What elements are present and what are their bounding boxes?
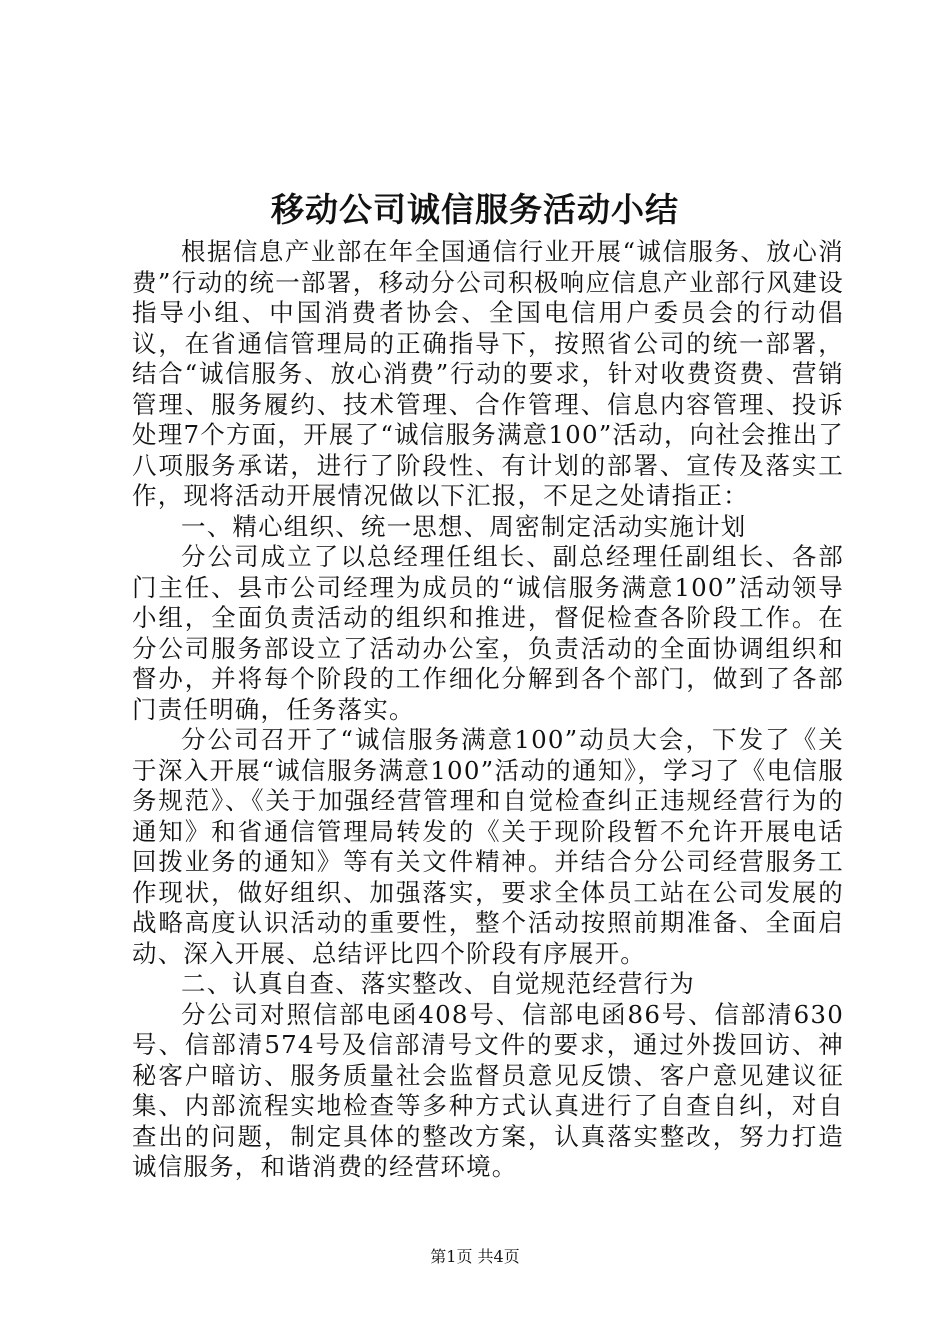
paragraph-self-inspection: 分公司对照信部电函408号、信部电函86号、信部清630号、信部清574号及信部清号文件的要求，通过外拨回访、神秘客户暗访、服务质量社会监督员意见反馈、客户意见建议征集、内部流程实地检查等多种方式认真进行了自查自纠，对自查出的问题，制定具体的整改方案，认真落实整改，努力打造诚信服务，和谐消费的经营环境。: [132, 999, 844, 1181]
page-indicator: 第1页 共4页: [430, 1247, 520, 1266]
section-heading-1: 一、精心组织、统一思想、周密制定活动实施计划: [181, 511, 747, 541]
document-body: [132, 237, 844, 1183]
section-heading-2: 二、认真自查、落实整改、自觉规范经营行为: [181, 969, 695, 998]
paragraph-intro: 根据信息产业部在年全国通信行业开展“诚信服务、放心消费”行动的统一部署，移动分公司积极响应信息产业部行风建设指导小组、中国消费者协会、全国电信用户委员会的行动倡议，在省通信管理局的正确指导下，按照省公司的统一部署，结合“诚信服务、放心消费”行动的要求，针对收费资费、营销管理、服务履约、技术管理、合作管理、信息内容管理、投诉处理7个方面，开展了“诚信服务满意100”活动，向社会推出了八项服务承诺，进行了阶段性、有计划的部署、宣传及落实工作，现将活动开展情况做以下汇报，不足之处请指正：: [132, 237, 844, 510]
document-title: 移动公司诚信服务活动小结: [271, 190, 679, 229]
paragraph-mobilization: 分公司召开了“诚信服务满意100”动员大会，下发了《关于深入开展“诚信服务满意100”活动的通知》，学习了《电信服务规范》、《关于加强经营管理和自觉检查纠正违规经营行为的通知》和省通信管理局转发的《关于现阶段暂不允许开展电话回拨业务的通知》等有关文件精神。并结合分公司经营服务工作现状，做好组织、加强落实，要求全体员工站在公司发展的战略高度认识活动的重要性，整个活动按照前期准备、全面启动、深入开展、总结评比四个阶段有序展开。: [132, 725, 844, 968]
paragraph-organization: 分公司成立了以总经理任组长、副总经理任副组长、各部门主任、县市公司经理为成员的“诚信服务满意100”活动领导小组，全面负责活动的组织和推进，督促检查各阶段工作。在分公司服务部设立了活动办公室，负责活动的全面协调组织和督办，并将每个阶段的工作细化分解到各个部门，做到了各部门责任明确，任务落实。: [132, 542, 844, 724]
